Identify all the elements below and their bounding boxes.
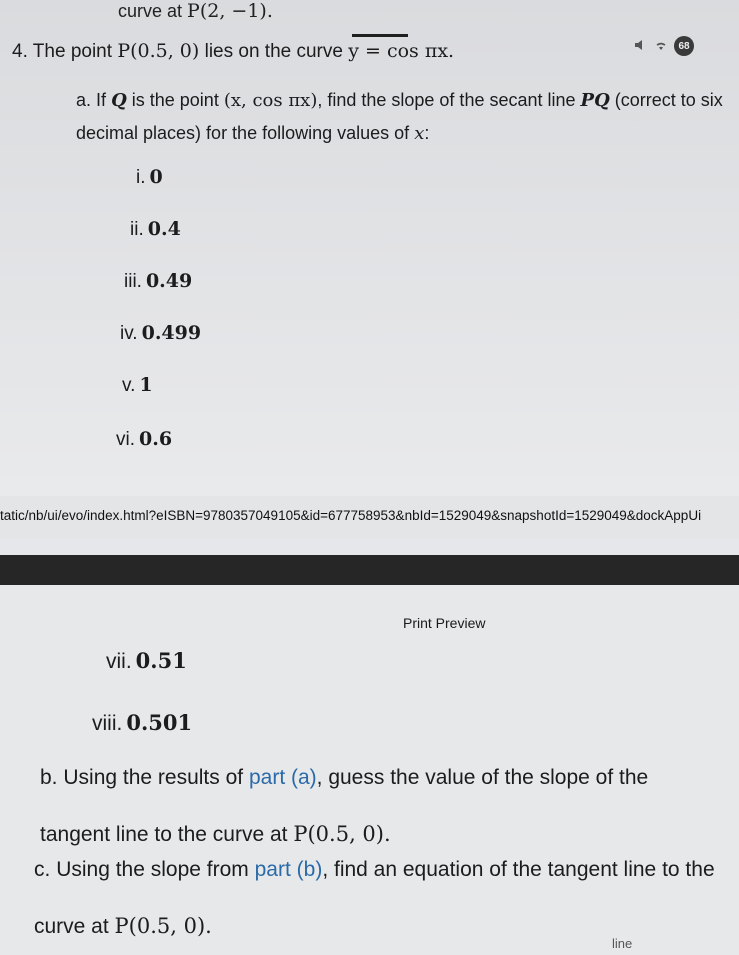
wifi-icon: [654, 39, 668, 54]
list-item: iii. 0.49: [124, 270, 193, 292]
corner-fragment: line: [612, 936, 633, 951]
status-bar: [634, 36, 694, 56]
part-a-instructions: a. If Q is the point (x, cos πx), find the slope of the secant line PQ (correct to six decimal places) for the following values of x:: [76, 90, 723, 144]
part-a-link[interactable]: part (a): [248, 766, 317, 789]
list-item: viii. 0.501: [92, 710, 193, 735]
drag-handle[interactable]: [352, 34, 408, 37]
question-4-statement: 4. The point P(0.5, 0) lies on the curve y = cos πx.: [12, 40, 455, 62]
battery-badge: 68: [674, 36, 694, 56]
list-item: i. 0: [136, 166, 163, 188]
fragment-text: curve at: [118, 1, 183, 21]
list-item: iv. 0.499: [120, 322, 202, 344]
fragment-point: P(2, −1).: [187, 0, 273, 22]
url-text[interactable]: tatic/nb/ui/evo/index.html?eISBN=9780357049105&id=677758953&nbId=1529049&snapshotId=1529049&dockAppUi: [0, 508, 702, 523]
browser-divider: [0, 555, 739, 585]
list-item: vi. 0.6: [116, 428, 173, 450]
speaker-icon: [634, 39, 648, 54]
part-c-question: c. Using the slope from part (b), find an equation of the tangent line to the curve at P(0.5, 0).: [34, 858, 715, 938]
part-b-link[interactable]: part (b): [254, 858, 323, 881]
print-preview-title: Print Preview: [403, 615, 486, 631]
part-b-question: b. Using the results of part (a), guess the value of the slope of the tangent line to the curve at P(0.5, 0).: [40, 766, 649, 846]
previous-question-fragment: [118, 0, 273, 22]
list-item: ii. 0.4: [130, 218, 181, 240]
list-item: vii. 0.51: [106, 648, 187, 673]
list-item: v. 1: [122, 374, 153, 396]
